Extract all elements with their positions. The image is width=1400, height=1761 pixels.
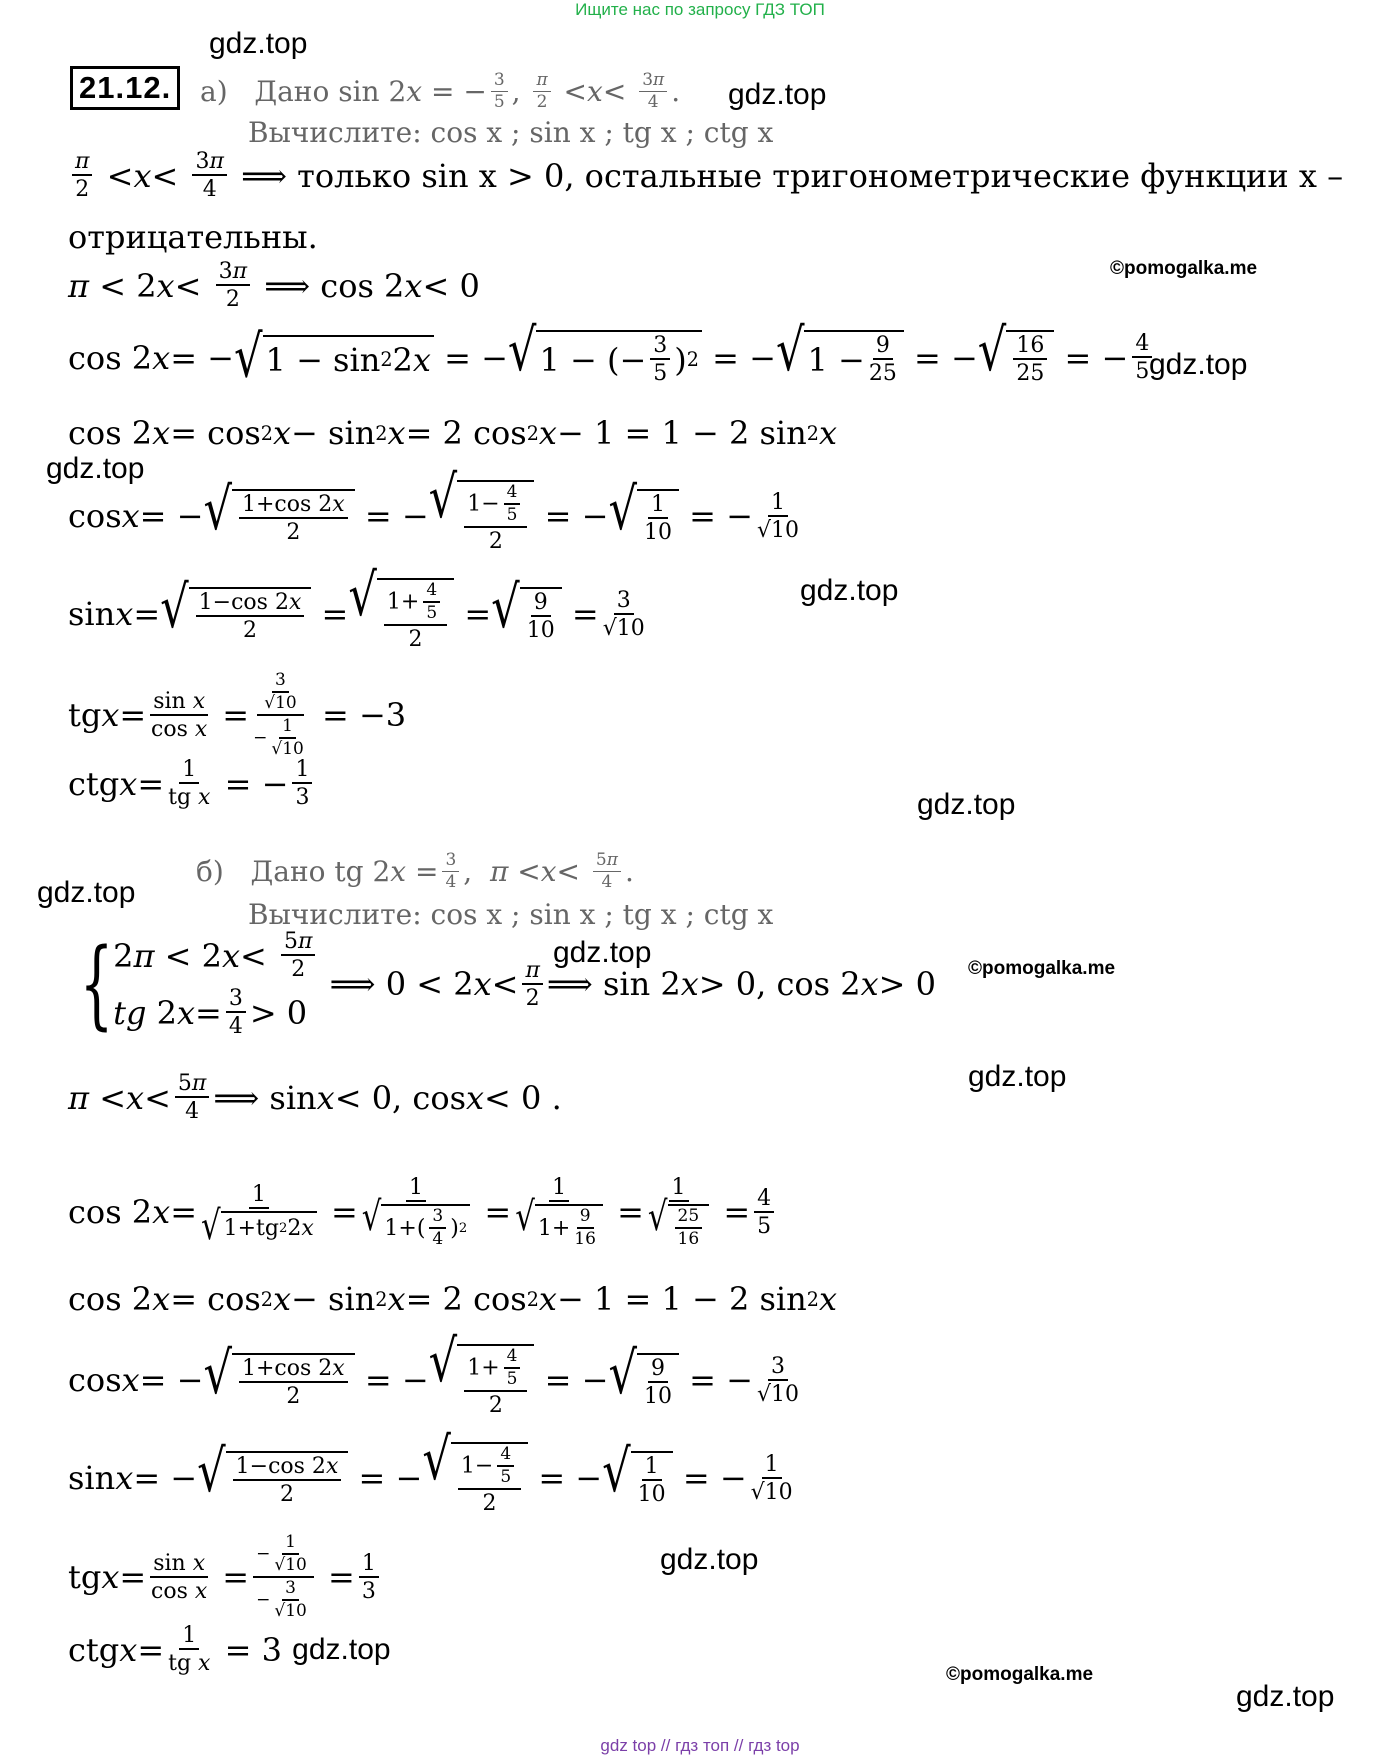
ctgx-calc-b: ctg x = 1 tg x = 3 gdz.top (68, 1623, 391, 1677)
part-a-given-prefix: Дано sin 2 (254, 75, 407, 109)
part-a-label: а) (200, 75, 228, 109)
watermark: gdz.top (660, 1543, 759, 1576)
part-b-label: б) (196, 855, 224, 889)
footer-links[interactable]: gdz top // гдз топ // гдз top (600, 1736, 800, 1755)
part-b-compute: Вычислите: cos x ; sin x ; tg x ; ctg x (248, 898, 774, 931)
copyright-mark: ©pomogalka.me (968, 958, 1116, 979)
system-of-conditions: { 2 π < 2 x < 5π 2 tg 2 x = 3 4 > 0 ⟹ 0 < 2 x < π 2 ⟹ sin 2 x > 0, cos 2 x > 0 (79, 928, 937, 1041)
watermark: gdz.top (1236, 1680, 1335, 1713)
watermark: gdz.top (1149, 348, 1248, 381)
ctgx-calc-a: ctg x = 1 tg x = − 1 3 (68, 758, 316, 809)
cosx-calc-a: cos x = − √ 1+cos 2x 2 = − √ 1− $\frac{4}{5}$ 2 = − √ 1 10 = − 1 √10 (68, 462, 799, 554)
watermark: gdz.top (292, 1632, 391, 1666)
part-b-given-prefix: Дано tg 2 (250, 855, 391, 889)
search-banner[interactable]: Ищите нас по запросу ГДЗ ТОП (575, 0, 825, 19)
interval-text: ⟹ только sin x > 0, остальные тригонометрические функции x – (241, 156, 1344, 195)
watermark: gdz.top (800, 574, 899, 607)
negative-text: отрицательны. (68, 218, 318, 256)
watermark: gdz.top (37, 876, 136, 909)
watermark: gdz.top (209, 27, 308, 60)
watermark: gdz.top (46, 452, 145, 485)
double-angle-interval: π < 2 x < 3π 2 ⟹ cos 2 x < 0 (68, 259, 480, 313)
cos2x-calc-a: cos 2 x = − √ 1 − sin 2 2 x = − √ 1 − (− 3 5 ) 2 = − √ 1 − 9 25 = − √ 16 25 = − 4 5 (68, 330, 1156, 385)
problem-number: 21.12. (70, 66, 180, 110)
watermark: gdz.top (553, 936, 652, 969)
part-a-compute: Вычислите: cos x ; sin x ; tg x ; ctg x (248, 116, 774, 149)
part-a-given: а) Дано sin 2 x = − 3 5 , π 2 < x < 3π 4 . (200, 70, 681, 112)
watermark: gdz.top (968, 1060, 1067, 1093)
cos2x-calc-b: cos 2 x = 1 √ 1+tg 2 2 x = 1 √ 1+( 3 4 ) 2 = 1 √ 1+ 9 16 = 1 √ 25 16 = 4 5 (68, 1176, 778, 1249)
copyright-mark: ©pomogalka.me (946, 1664, 1094, 1685)
x-interval-b: π < x < 5π 4 ⟹ sin x < 0, cos x < 0 . (68, 1071, 562, 1125)
copyright-mark: ©pomogalka.me (1110, 258, 1258, 279)
tgx-calc-b: tg x = sin x cos x = − $\frac{1}{√10}$ − $\frac{3}{√10}$ = 1 3 (68, 1534, 383, 1620)
cos2x-identity-b: cos 2 x = cos 2 x − sin 2 x = 2 cos 2 x − 1 = 1 − 2 sin 2 x (68, 1280, 838, 1318)
cos2x-identity-a: cos 2 x = cos 2 x − sin 2 x = 2 cos 2 x − 1 = 1 − 2 sin 2 x (68, 414, 838, 452)
cosx-calc-b: cos x = − √ 1+cos 2x 2 = − √ 1+ $\frac{4}{5}$ 2 = − √ 9 10 = − 3 √10 (68, 1326, 799, 1418)
watermark: gdz.top (917, 788, 1016, 821)
interval-line: π 2 < x < 3π 4 ⟹ только sin x > 0, остальные тригонометрические функции x – (68, 150, 1343, 201)
part-b-given: б) Дано tg 2 x = 3 4 , π < x < 5π 4 . (196, 850, 634, 892)
sinx-calc-a: sin x = √ 1−cos 2x 2 = √ 1+ $\frac{4}{5}$ 2 = √ 9 10 = 3 √10 (68, 560, 645, 652)
sinx-calc-b: sin x = − √ 1−cos 2x 2 = − √ 1− $\frac{4}{5}$ 2 = − √ 1 10 = − 1 √10 (68, 1424, 793, 1516)
watermark: gdz.top (728, 78, 827, 111)
tgx-calc-a: tg x = sin x cos x = $\frac{3}{√10}$ − $\frac{1}{√10}$ = −3 (68, 670, 407, 759)
